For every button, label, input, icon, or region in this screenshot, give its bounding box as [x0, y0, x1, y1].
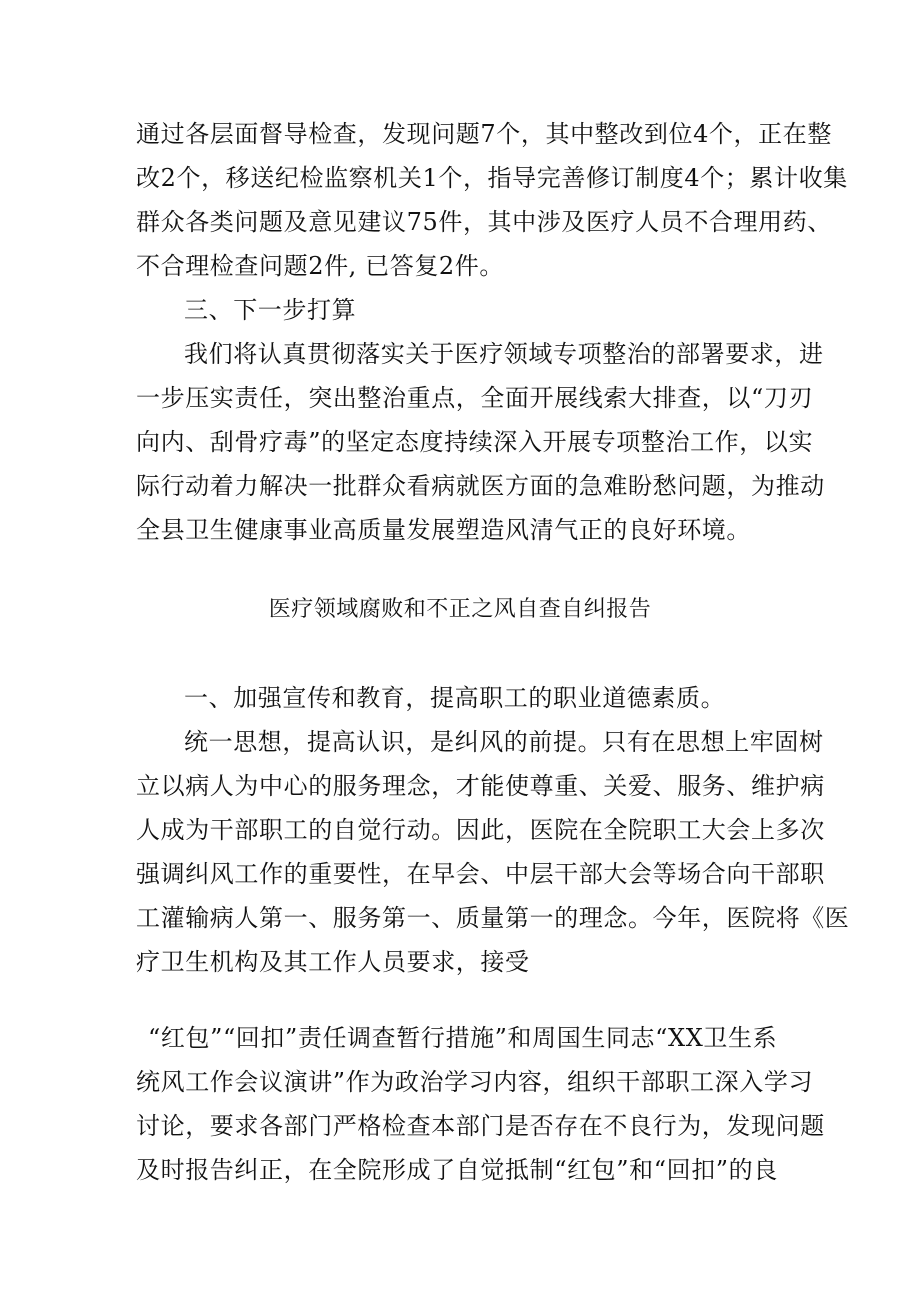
- section-heading-1: 一、加强宣传和教育，提高职工的职业道德素质。: [184, 684, 726, 712]
- paragraph-line: 讨论，要求各部门严格检查本部门是否存在不良行为，发现问题: [136, 1112, 825, 1140]
- paragraph-line: 一步压实责任，突出整治重点，全面开展线索大排查，以“刀刃: [136, 384, 814, 412]
- paragraph-line: 统风工作会议演讲”作为政治学习内容，组织干部职工深入学习: [136, 1068, 814, 1096]
- paragraph-line: 向内、刮骨疗毒”的坚定态度持续深入开展专项整治工作，以实: [136, 428, 814, 456]
- paragraph-line: 不合理检查问题2件, 已答复2件。: [136, 252, 504, 280]
- report-title: 医疗领域腐败和不正之风自查自纠报告: [268, 597, 652, 622]
- paragraph-line: 群众各类问题及意见建议75件，其中涉及医疗人员不合理用药、: [136, 208, 832, 236]
- paragraph-line: “红包”“回扣”责任调查暂行措施”和周国生同志“XX卫生系: [148, 1024, 778, 1052]
- paragraph-line: 改2个，移送纪检监察机关1个，指导完善修订制度4个；累计收集: [136, 164, 848, 192]
- paragraph-line: 我们将认真贯彻落实关于医疗领域专项整治的部署要求，进: [184, 340, 824, 368]
- paragraph-line: 疗卫生机构及其工作人员要求，接受: [136, 948, 530, 976]
- paragraph-line: 全县卫生健康事业高质量发展塑造风清气正的良好环境。: [136, 516, 751, 544]
- paragraph-line: 立以病人为中心的服务理念，才能使尊重、关爱、服务、维护病: [136, 772, 825, 800]
- section-heading-next-steps: 三、下一步打算: [184, 296, 357, 324]
- paragraph-line: 际行动着力解决一批群众看病就医方面的急难盼愁问题，为推动: [136, 472, 825, 500]
- paragraph-line: 工灌输病人第一、服务第一、质量第一的理念。今年，医院将《医: [136, 904, 850, 932]
- paragraph-line: 强调纠风工作的重要性，在早会、中层干部大会等场合向干部职: [136, 860, 825, 888]
- paragraph-line: 及时报告纠正，在全院形成了自觉抵制“红包”和“回扣”的良: [136, 1156, 778, 1184]
- paragraph-line: 通过各层面督导检查，发现问题7个，其中整改到位4个，正在整: [136, 120, 832, 148]
- paragraph-line: 人成为干部职工的自觉行动。因此，医院在全院职工大会上多次: [136, 816, 825, 844]
- paragraph-line: 统一思想，提高认识，是纠风的前提。只有在思想上牢固树: [184, 728, 824, 756]
